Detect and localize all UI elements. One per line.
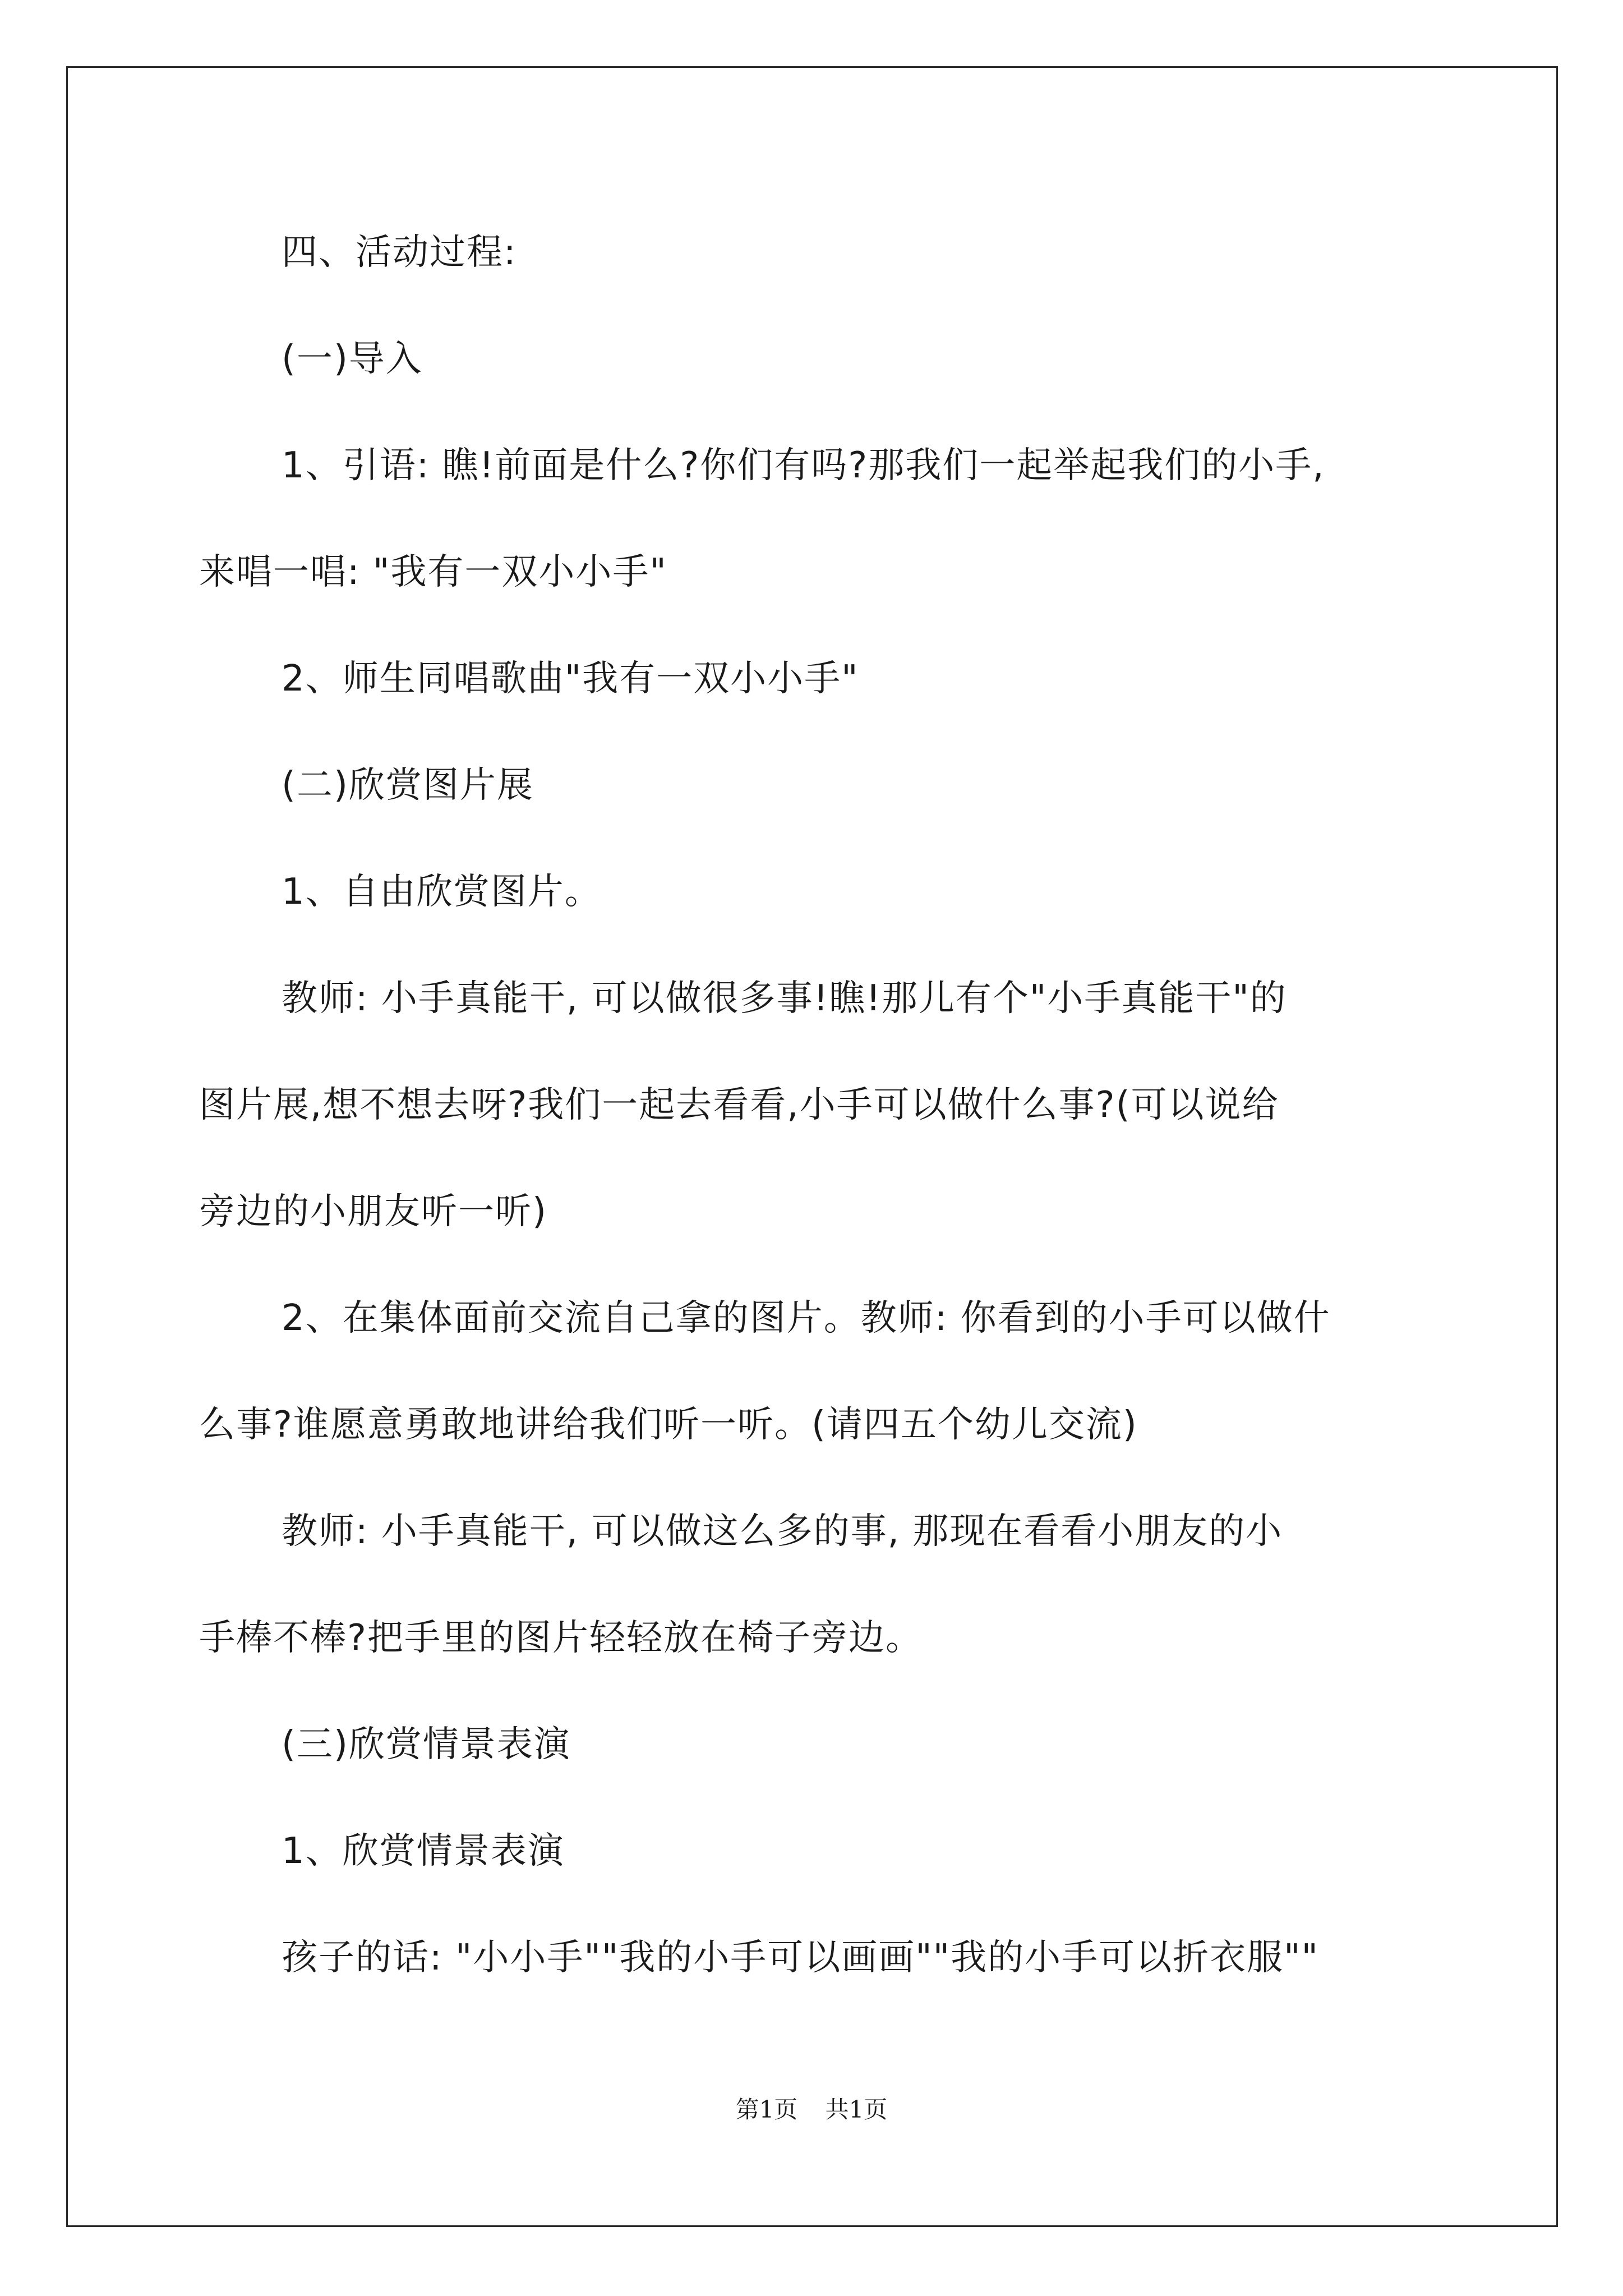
page-number: 第1页 bbox=[735, 2096, 798, 2123]
paragraph-line: 图片展,想不想去呀?我们一起去看看,小手可以做什么事?(可以说给 bbox=[199, 1084, 1279, 1126]
paragraph-line: 么事?谁愿意勇敢地讲给我们听一听。(请四五个幼儿交流) bbox=[199, 1404, 1138, 1446]
page-footer bbox=[0, 2091, 1623, 2125]
subsection-heading-picture-exhibit: (二)欣赏图片展 bbox=[282, 765, 534, 806]
paragraph-line: 1、欣赏情景表演 bbox=[282, 1830, 565, 1872]
paragraph-line: 2、师生同唱歌曲"我有一双小小手" bbox=[282, 658, 859, 700]
paragraph-line: 2、在集体面前交流自己拿的图片。教师: 你看到的小手可以做什 bbox=[282, 1297, 1331, 1339]
paragraph-line: 手棒不棒?把手里的图片轻轻放在椅子旁边。 bbox=[199, 1617, 923, 1659]
page-border bbox=[66, 66, 1558, 2227]
paragraph-line: 教师: 小手真能干, 可以做很多事!瞧!那儿有个"小手真能干"的 bbox=[282, 978, 1287, 1019]
section-heading-activity-process: 四、活动过程: bbox=[282, 232, 517, 273]
paragraph-line: 教师: 小手真能干, 可以做这么多的事, 那现在看看小朋友的小 bbox=[282, 1511, 1283, 1552]
paragraph-line: 孩子的话: "小小手""我的小手可以画画""我的小手可以折衣服"" bbox=[282, 1937, 1319, 1978]
paragraph-line: 来唱一唱: "我有一双小小手" bbox=[199, 551, 667, 593]
subsection-heading-intro: (一)导入 bbox=[282, 338, 423, 380]
paragraph-line: 1、自由欣赏图片。 bbox=[282, 871, 602, 913]
paragraph-line: 1、引语: 瞧!前面是什么?你们有吗?那我们一起举起我们的小手, bbox=[282, 445, 1325, 486]
paragraph-line: 旁边的小朋友听一听) bbox=[199, 1191, 547, 1232]
page-total: 共1页 bbox=[825, 2096, 888, 2123]
subsection-heading-scene-performance: (三)欣赏情景表演 bbox=[282, 1724, 571, 1765]
